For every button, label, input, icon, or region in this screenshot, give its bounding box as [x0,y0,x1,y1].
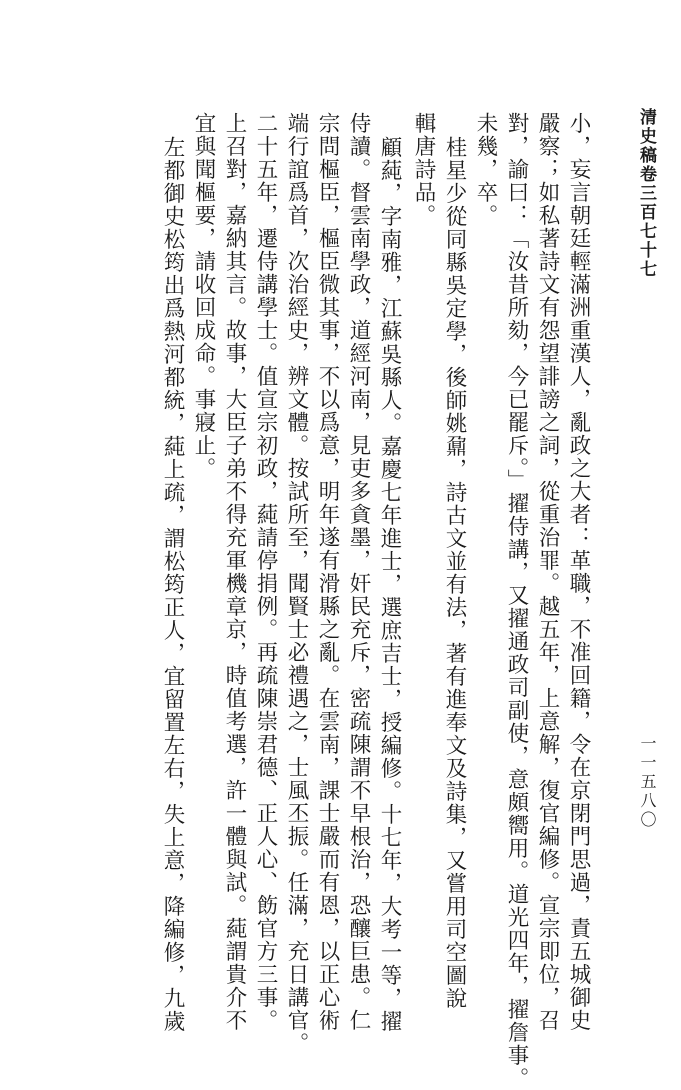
text-column-3: 對，諭曰：「汝昔所劾，今已罷斥。」擢侍講，又擢通政司副使，意頗嚮用。道光四年，擢詹事。 [504,112,529,1090]
text-column-13: 宜與聞樞要，請收回成命。事寢止。 [191,112,216,480]
text-column-10: 端行誼爲首，次治經史，辨文體。按試所至，聞賢士必禮遇之，士風丕振。任滿，充日講官。 [284,112,309,1055]
text-column-9: 宗問樞臣，樞臣微其事，不以爲意，明年遂有滑縣之亂。在雲南，課士嚴而有恩，以正心術 [315,112,340,1032]
text-column-11: 二十五年，遷侍講學士。值宣宗初政，蒓請停捐例。再疏陳崇君德、正人心、飭官方三事。 [253,112,278,1032]
text-column-5: 桂星少從同縣吳定學，後師姚鼐，詩古文並有法，著有進奉文及詩集，又嘗用司空圖說 [442,136,467,1010]
text-column-7: 顧蒓，字南雅，江蘇吳縣人。嘉慶七年進士，選庶吉士，授編修。十七年，大考一等，擢 [377,136,402,1033]
text-column-2: 嚴察；如私著詩文有怨望誹謗之詞，從重治罪。越五年，上意解，復官編修。宣宗即位，召 [535,112,560,1032]
text-column-4: 未幾，卒。 [473,112,498,227]
page-number: 一一五八〇 [638,735,657,830]
text-column-1: 小，妄言朝廷輕滿洲重漢人，亂政之大者：革職，不准回籍，令在京閉門思過，責五城御史 [566,112,591,1032]
text-column-8: 侍讀。督雲南學政，道經河南，見吏多貪墨，奸民充斥，密疏陳謂不早根治，恐釀巨患。仁 [346,112,371,1032]
text-column-6: 輯唐詩品。 [411,112,436,227]
book-title-header: 清史稿卷三百七十七 [636,108,656,279]
text-column-12: 上召對，嘉納其言。故事，大臣子弟不得充軍機章京，時值考選，許一體與試。蒓謂貴介不 [222,112,247,1032]
text-column-14: 左都御史松筠出爲熱河都統，蒓上疏，謂松筠正人，宜留置左右，失上意，降編修，九歲 [160,136,185,1033]
